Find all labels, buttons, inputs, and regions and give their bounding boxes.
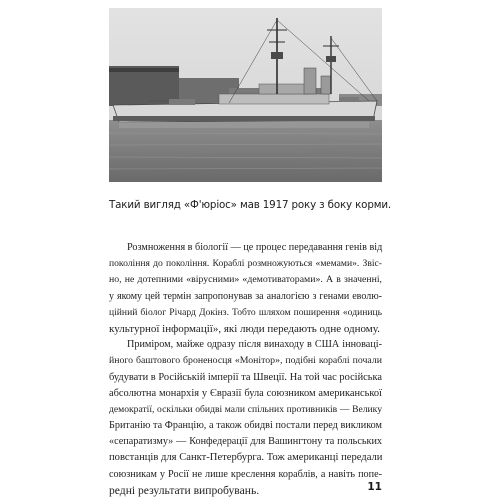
text-line: покоління до покоління. Кораблі розмножуються «мемами». Звіс- bbox=[109, 258, 382, 270]
text-line: Британію та Францію, а також обидві постали перед викликом bbox=[109, 420, 382, 432]
text-line: абсолютна монархія у Євразії була союзником американської bbox=[109, 387, 382, 399]
text-line: редні результати випробувань. bbox=[109, 483, 260, 497]
body-text bbox=[109, 240, 382, 499]
text-line: ційний біолог Річард Докінз. Тобто шляхом поширення «одиниць bbox=[109, 306, 382, 318]
text-line: Приміром, майже одразу після винаходу в США інноваці- bbox=[127, 339, 382, 351]
text-line: будувати в Російській імперії та Швеції. На той час російська bbox=[109, 371, 382, 383]
text-line: у якому цей термін запропонував за аналогією з генами еволю- bbox=[109, 290, 382, 302]
text-line: Розмноження в біології — це процес передавання генів від bbox=[127, 242, 383, 253]
text-line: «сепаратизму» — Конфедерації для Вашингтону та польських bbox=[109, 436, 382, 448]
text-line: союзникам у Росії не лише креслення кораблів, а навіть попе- bbox=[109, 468, 382, 480]
text-line: демократії, оскільки обидві мали спільних противників — Велику bbox=[109, 403, 382, 415]
paragraph bbox=[109, 337, 382, 499]
page-number: 11 bbox=[367, 481, 382, 493]
text-line: культурної інформації», які люди передають одне одному. bbox=[109, 322, 380, 335]
paragraph bbox=[109, 240, 382, 337]
battleship-photo-image bbox=[109, 8, 382, 182]
text-line: повстанців для Санкт-Петербурга. Тож американці передали bbox=[109, 452, 383, 464]
text-line: йного баштового броненосця «Монітор», подібні кораблі почали bbox=[109, 355, 382, 367]
battleship-photo bbox=[109, 8, 382, 182]
text-line: но, не дотепними «вірусними» «демотиваторами». А в значенні, bbox=[109, 274, 382, 286]
photo-caption: Такий вигляд «Ф'юріос» мав 1917 року з боку корми. bbox=[109, 199, 391, 211]
